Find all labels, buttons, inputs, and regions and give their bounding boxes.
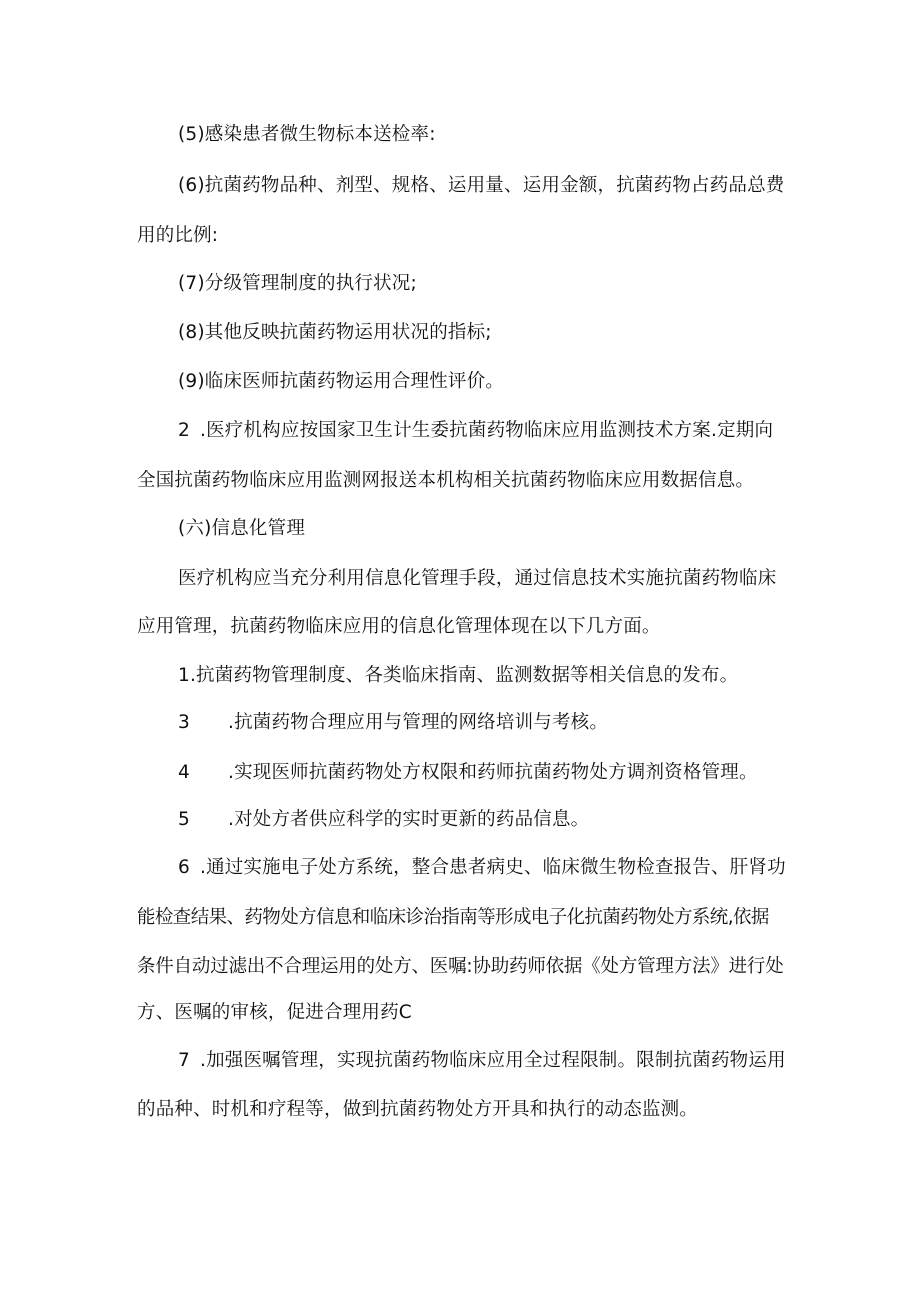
text-line: 方、医嘱的审核，促进合理用药C [137,1002,412,1023]
text-line: 应用管理，抗菌药物临床应用的信息化管理体现在以下几方面。 [137,616,661,637]
list-number: 5 [178,809,190,830]
text-line: .对处方者供应科学的实时更新的药品信息。 [228,809,590,830]
text-line: 的品种、时机和疗程等，做到抗菌药物处方开具和执行的动态监测。 [137,1099,699,1120]
text-line: 用的比例: [137,225,219,246]
text-line: (6)抗菌药物品种、剂型、规格、运用量、运用金额，抗菌药物占药品总费 [178,175,785,196]
text-line: 条件自动过滤出不合理运用的处方、医嘱:协助药师依据《处方管理方法》进行处 [137,956,784,977]
list-item [178,758,758,788]
text-line: 医疗机构应当充分利用信息化管理手段，通过信息技术实施抗菌药物临床 [178,568,777,589]
text-line: (9)临床医师抗菌药物运用合理性评价。 [178,371,505,392]
list-item [178,416,773,446]
text-line: (7)分级管理制度的执行状况; [178,273,417,294]
text-line: 能检查结果、药物处方信息和临床诊治指南等形成电子化抗菌药物处方系统,依据 [137,907,769,928]
text-line: .实现医师抗菌药物处方权限和药师抗菌药物处方调剂资格管理。 [228,762,758,783]
text-line: 全国抗菌药物临床应用监测网报送本机构相关抗菌药物临床应用数据信息。 [137,470,755,491]
list-number: 7 [178,1050,190,1071]
list-number: 4 [178,762,190,783]
list-item [178,805,589,835]
list-number: 3 [178,712,190,733]
list-item [178,853,786,883]
text-line: 1.抗菌药物管理制度、各类临床指南、监测数据等相关信息的发布。 [178,665,739,686]
text-line: .加强医嘱管理，实现抗菌药物临床应用全过程限制。限制抗菌药物运用 [200,1050,786,1071]
list-item [178,708,608,738]
text-line: (5)感染患者微生物标本送检率: [178,124,436,145]
text-line: .抗菌药物合理应用与管理的网络培训与考核。 [228,712,609,733]
text-line: .医疗机构应按国家卫生计生委抗菌药物临床应用监测技术方案.定期向 [200,420,774,441]
text-line: (8)其他反映抗菌药物运用状况的指标; [178,322,492,343]
list-number: 2 [178,420,190,441]
text-line: .通过实施电子处方系统，整合患者病史、临床微生物检查报告、肝肾功 [200,857,786,878]
list-item [178,1046,786,1076]
section-heading: (六)信息化管理 [178,518,306,539]
list-number: 6 [178,857,190,878]
